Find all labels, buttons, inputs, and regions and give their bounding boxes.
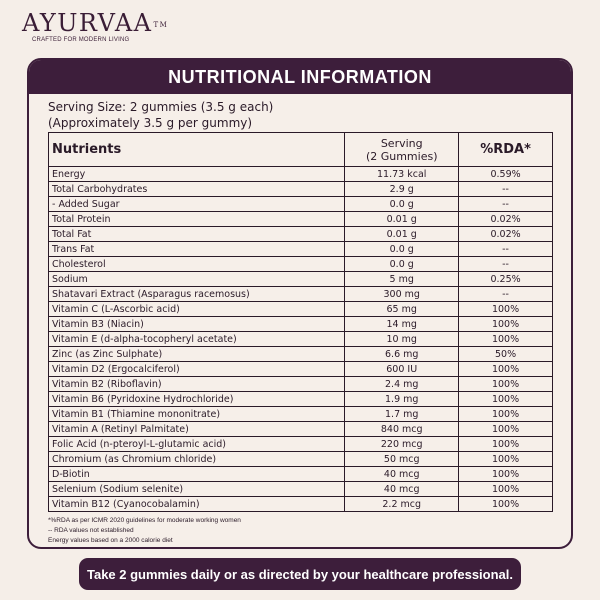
nutrient-name: Vitamin A (Retinyl Palmitate) xyxy=(49,422,345,437)
nutrient-value: 2.2 mcg xyxy=(345,497,459,512)
nutrient-rda: 100% xyxy=(459,482,553,497)
nutrient-rda: 100% xyxy=(459,452,553,467)
nutrient-rda: 50% xyxy=(459,347,553,362)
table-row xyxy=(49,197,553,212)
nutrient-name: Total Carbohydrates xyxy=(49,182,345,197)
brand-name: AYURVAA™ xyxy=(22,9,169,37)
nutrient-rda: 100% xyxy=(459,392,553,407)
nutrient-name: Zinc (as Zinc Sulphate) xyxy=(49,347,345,362)
nutrient-rda: -- xyxy=(459,242,553,257)
nutrient-name: - Added Sugar xyxy=(49,197,345,212)
nutrient-name: Vitamin B12 (Cyanocobalamin) xyxy=(49,497,345,512)
table-row xyxy=(49,182,553,197)
nutrition-panel xyxy=(27,58,573,549)
header-rda: %RDA* xyxy=(459,133,553,167)
table-row xyxy=(49,452,553,467)
table-row xyxy=(49,482,553,497)
table-row xyxy=(49,467,553,482)
nutrient-value: 0.0 g xyxy=(345,197,459,212)
nutrient-rda: 100% xyxy=(459,422,553,437)
header-nutrients: Nutrients xyxy=(49,133,345,167)
nutrient-value: 1.7 mg xyxy=(345,407,459,422)
nutrient-value: 2.9 g xyxy=(345,182,459,197)
nutrient-value: 1.9 mg xyxy=(345,392,459,407)
nutrient-value: 11.73 kcal xyxy=(345,167,459,182)
table-header-row xyxy=(49,133,553,167)
nutrient-rda: 0.59% xyxy=(459,167,553,182)
nutrient-value: 0.01 g xyxy=(345,227,459,242)
footnote-energy-basis: Energy values based on a 2000 calorie diet xyxy=(48,537,173,544)
serving-info xyxy=(29,94,571,131)
nutrient-rda: 100% xyxy=(459,497,553,512)
serving-size-line: Serving Size: 2 gummies (3.5 g each) xyxy=(48,100,274,114)
nutrient-name: Vitamin B1 (Thiamine mononitrate) xyxy=(49,407,345,422)
table-row xyxy=(49,362,553,377)
nutrient-value: 14 mg xyxy=(345,317,459,332)
table-row xyxy=(49,497,553,512)
nutrient-name: Total Protein xyxy=(49,212,345,227)
nutrient-rda: 100% xyxy=(459,332,553,347)
nutrient-name: Vitamin B2 (Riboflavin) xyxy=(49,377,345,392)
nutrient-rda: -- xyxy=(459,287,553,302)
nutrient-name: Vitamin E (d-alpha-tocopheryl acetate) xyxy=(49,332,345,347)
table-row xyxy=(49,287,553,302)
footnote-rda-source: *%RDA as per ICMR 2020 guidelines for moderate working women xyxy=(48,517,241,524)
nutrient-rda: 100% xyxy=(459,407,553,422)
nutrient-name: Vitamin C (L-Ascorbic acid) xyxy=(49,302,345,317)
table-row xyxy=(49,212,553,227)
table-row xyxy=(49,272,553,287)
nutrient-value: 40 mcg xyxy=(345,467,459,482)
nutrient-name: Chromium (as Chromium chloride) xyxy=(49,452,345,467)
brand-logo xyxy=(22,10,168,43)
table-row xyxy=(49,332,553,347)
nutrient-name: D-Biotin xyxy=(49,467,345,482)
nutrient-name: Cholesterol xyxy=(49,257,345,272)
nutrient-rda: 100% xyxy=(459,437,553,452)
table-row xyxy=(49,317,553,332)
nutrient-rda: 0.25% xyxy=(459,272,553,287)
brand-tagline: CRAFTED FOR MODERN LIVING xyxy=(32,37,130,43)
nutrient-rda: 100% xyxy=(459,317,553,332)
footnote-not-established: -- RDA values not established xyxy=(48,527,134,534)
nutrient-name: Trans Fat xyxy=(49,242,345,257)
nutrient-rda: 100% xyxy=(459,467,553,482)
table-row xyxy=(49,407,553,422)
header-serving: Serving (2 Gummies) xyxy=(345,133,459,167)
table-row xyxy=(49,227,553,242)
table-row xyxy=(49,257,553,272)
nutrient-value: 0.0 g xyxy=(345,242,459,257)
nutrient-value: 40 mcg xyxy=(345,482,459,497)
nutrient-value: 840 mcg xyxy=(345,422,459,437)
nutrient-name: Selenium (Sodium selenite) xyxy=(49,482,345,497)
nutrient-value: 5 mg xyxy=(345,272,459,287)
nutrition-table xyxy=(48,132,553,512)
nutrient-value: 65 mg xyxy=(345,302,459,317)
nutrient-value: 10 mg xyxy=(345,332,459,347)
nutrient-value: 0.01 g xyxy=(345,212,459,227)
nutrient-value: 2.4 mg xyxy=(345,377,459,392)
nutrient-name: Vitamin B6 (Pyridoxine Hydrochloride) xyxy=(49,392,345,407)
table-row xyxy=(49,347,553,362)
serving-approx-line: (Approximately 3.5 g per gummy) xyxy=(48,116,253,130)
nutrient-rda: 100% xyxy=(459,302,553,317)
table-row xyxy=(49,377,553,392)
nutrient-value: 300 mg xyxy=(345,287,459,302)
nutrient-name: Total Fat xyxy=(49,227,345,242)
table-row xyxy=(49,422,553,437)
nutrient-value: 6.6 mg xyxy=(345,347,459,362)
table-row xyxy=(49,242,553,257)
nutrient-rda: -- xyxy=(459,182,553,197)
nutrient-name: Vitamin B3 (Niacin) xyxy=(49,317,345,332)
nutrient-rda: 100% xyxy=(459,362,553,377)
nutrient-name: Sodium xyxy=(49,272,345,287)
trademark-mark: TM xyxy=(153,21,169,29)
nutrient-value: 600 IU xyxy=(345,362,459,377)
nutrient-name: Folic Acid (n-pteroyl-L-glutamic acid) xyxy=(49,437,345,452)
table-row xyxy=(49,392,553,407)
nutrient-name: Shatavari Extract (Asparagus racemosus) xyxy=(49,287,345,302)
nutrient-value: 220 mcg xyxy=(345,437,459,452)
nutrient-value: 50 mcg xyxy=(345,452,459,467)
nutrient-rda: 100% xyxy=(459,377,553,392)
panel-title: NUTRITIONAL INFORMATION xyxy=(29,60,571,94)
table-row xyxy=(49,302,553,317)
nutrient-rda: 0.02% xyxy=(459,227,553,242)
dosage-banner: Take 2 gummies daily or as directed by your healthcare professional. xyxy=(79,558,521,590)
table-row xyxy=(49,437,553,452)
footnotes xyxy=(48,516,241,546)
nutrient-rda: -- xyxy=(459,257,553,272)
nutrient-name: Energy xyxy=(49,167,345,182)
nutrient-value: 0.0 g xyxy=(345,257,459,272)
table-row xyxy=(49,167,553,182)
nutrient-rda: -- xyxy=(459,197,553,212)
nutrient-rda: 0.02% xyxy=(459,212,553,227)
nutrient-name: Vitamin D2 (Ergocalciferol) xyxy=(49,362,345,377)
